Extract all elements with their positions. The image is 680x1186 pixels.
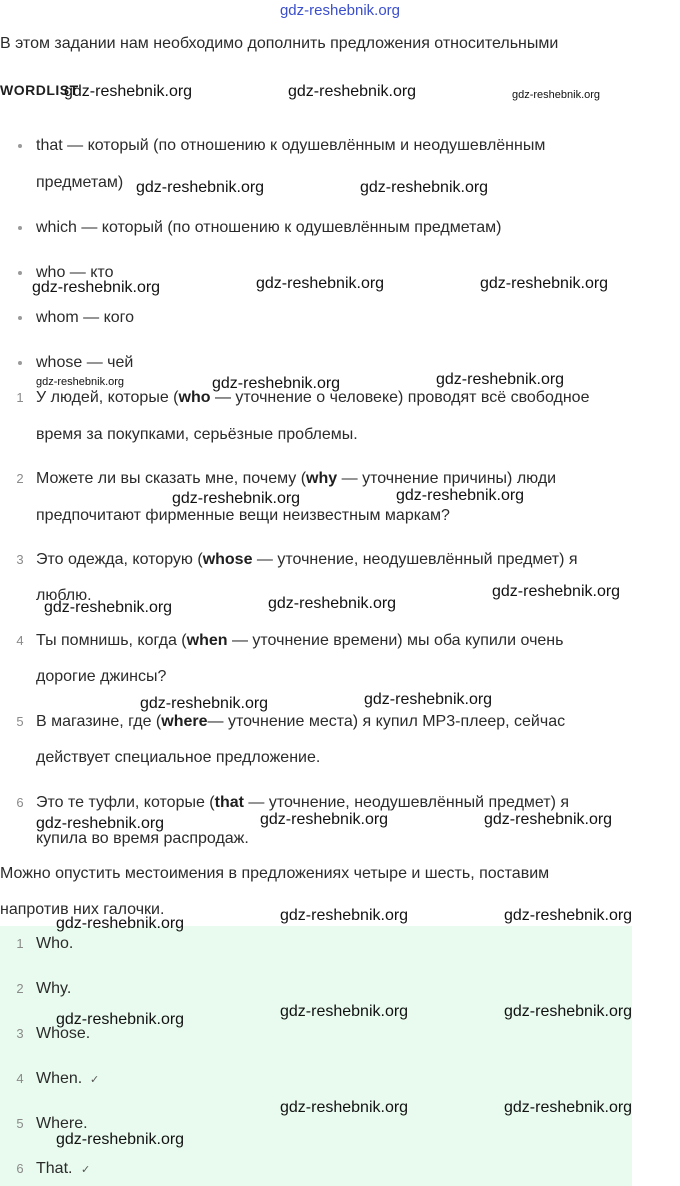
answer-number: 1 — [16, 936, 24, 951]
watermark: gdz-reshebnik.org — [364, 691, 493, 708]
sentence-line: Это те туфли, которые (that — уточнение, неодушевлённый предмет) я — [36, 794, 570, 811]
answer-number: 5 — [16, 1116, 24, 1131]
site-header-link[interactable]: gdz-reshebnik.org — [279, 2, 401, 19]
answer-number: 6 — [16, 1161, 24, 1176]
bullet-icon — [18, 144, 22, 148]
sentence-line: предпочитают фирменные вещи неизвестным маркам? — [36, 507, 450, 524]
watermark: gdz-reshebnik.org — [56, 1011, 185, 1028]
wordlist-title: WORDLIST — [0, 82, 79, 98]
watermark: gdz-reshebnik.org — [56, 1131, 185, 1148]
watermark: gdz-reshebnik.org — [280, 1003, 409, 1020]
watermark: gdz-reshebnik.org — [44, 599, 173, 616]
checkmark-icon: ✓ — [81, 1164, 91, 1176]
sentence-number: 3 — [16, 552, 24, 567]
answer-number: 3 — [16, 1026, 24, 1041]
watermark: gdz-reshebnik.org — [504, 1003, 633, 1020]
watermark: gdz-reshebnik.org — [172, 490, 301, 507]
watermark: gdz-reshebnik.org — [140, 695, 269, 712]
wordlist-item-whose: whose — чей — [36, 354, 134, 371]
sentence-line: Можете ли вы сказать мне, почему (why — уточнение причины) люди — [36, 470, 557, 487]
watermark: gdz-reshebnik.org — [256, 275, 385, 292]
watermark: gdz-reshebnik.org — [136, 179, 265, 196]
sentence-line: купила во время распродаж. — [36, 830, 249, 847]
watermark: gdz-reshebnik.org — [268, 595, 397, 612]
watermark: gdz-reshebnik.org — [504, 907, 633, 924]
wordlist-item-who: who — кто — [36, 264, 114, 281]
watermark: gdz-reshebnik.org — [436, 371, 565, 388]
note-text: напротив них галочки. — [0, 901, 165, 918]
sentence-line: дорогие джинсы? — [36, 668, 167, 685]
sentence-number: 5 — [16, 714, 24, 729]
watermark: gdz-reshebnik.org — [288, 83, 417, 100]
watermark: gdz-reshebnik.org — [36, 376, 125, 388]
wordlist-item-that: that — который (по отношению к одушевлённым и неодушевлённым — [36, 137, 546, 154]
answer-text: Whose. — [36, 1025, 91, 1042]
watermark: gdz-reshebnik.org — [212, 375, 341, 392]
sentence-line: Ты помнишь, когда (when — уточнение времени) мы оба купили очень — [36, 632, 564, 649]
watermark: gdz-reshebnik.org — [32, 279, 161, 296]
watermark: gdz-reshebnik.org — [396, 487, 525, 504]
watermark: gdz-reshebnik.org — [56, 915, 185, 932]
sentence-number: 1 — [16, 390, 24, 405]
sentence-number: 6 — [16, 795, 24, 810]
bullet-icon — [18, 226, 22, 230]
answer-text: Why. — [36, 980, 72, 997]
sentence-line: Это одежда, которую (whose — уточнение, неодушевлённый предмет) я — [36, 551, 578, 568]
watermark: gdz-reshebnik.org — [280, 1099, 409, 1116]
wordlist-item-whom: whom — кого — [36, 309, 135, 326]
sentence-line: действует специальное предложение. — [36, 749, 321, 766]
sentence-line: У людей, которые (who — уточнение о человеке) проводят всё свободное — [36, 389, 590, 406]
watermark: gdz-reshebnik.org — [492, 583, 621, 600]
watermark: gdz-reshebnik.org — [280, 907, 409, 924]
watermark: gdz-reshebnik.org — [64, 83, 193, 100]
sentence-line: время за покупками, серьёзные проблемы. — [36, 426, 358, 443]
watermark: gdz-reshebnik.org — [36, 815, 165, 832]
watermark: gdz-reshebnik.org — [504, 1099, 633, 1116]
wordlist-item-which: which — который (по отношению к одушевлённым предметам) — [36, 219, 502, 236]
answer-number: 4 — [16, 1071, 24, 1086]
note-text: Можно опустить местоимения в предложениях четыре и шесть, поставим — [0, 865, 550, 882]
sentence-number: 2 — [16, 471, 24, 486]
answer-text: When. — [36, 1070, 83, 1087]
answer-number: 2 — [16, 981, 24, 996]
watermark: gdz-reshebnik.org — [360, 179, 489, 196]
watermark: gdz-reshebnik.org — [480, 275, 609, 292]
answer-text: That. — [36, 1160, 73, 1177]
sentence-line: люблю. — [36, 587, 92, 604]
bullet-icon — [18, 316, 22, 320]
watermark: gdz-reshebnik.org — [512, 89, 601, 101]
sentence-number: 4 — [16, 633, 24, 648]
intro-text: В этом задании нам необходимо дополнить предложения относительными — [0, 35, 559, 52]
bullet-icon — [18, 271, 22, 275]
watermark: gdz-reshebnik.org — [260, 811, 389, 828]
sentence-line: В магазине, где (where— уточнение места) я купил MP3-плеер, сейчас — [36, 713, 566, 730]
answer-text: Where. — [36, 1115, 88, 1132]
bullet-icon — [18, 361, 22, 365]
wordlist-item-that-cont: предметам) — [36, 174, 124, 191]
answer-text: Who. — [36, 935, 74, 952]
checkmark-icon: ✓ — [90, 1074, 100, 1086]
watermark: gdz-reshebnik.org — [484, 811, 613, 828]
